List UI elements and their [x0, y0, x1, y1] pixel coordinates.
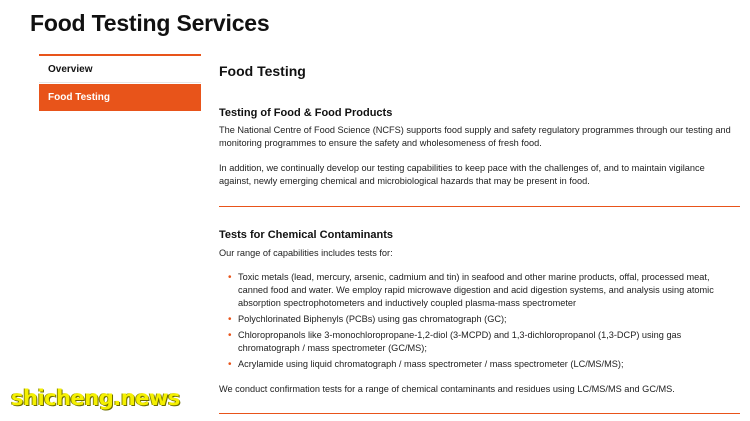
section2-closing: We conduct confirmation tests for a range of chemical contaminants and residues using LC/MS/MS and GC/MS. — [219, 384, 675, 394]
section2-heading: Tests for Chemical Contaminants — [219, 229, 393, 241]
watermark-logo: shicheng.news — [11, 386, 180, 410]
list-item — [219, 313, 740, 326]
list-item-text: Toxic metals (lead, mercury, arsenic, cadmium and tin) in seafood and other marine products, offal, processed meat, canned food and water. We employ rapid microwave digestion and acid digestion systems, and analysis using atomic absorption spectrophotometers and inductively coupled plasma-mass spectrometer — [238, 272, 714, 308]
section1-paragraph-1: The National Centre of Food Science (NCFS) supports food supply and safety regulatory programmes through our testing and monitoring programmes to ensure the safety and wholesomeness of fresh food. — [219, 125, 731, 148]
section-divider — [219, 206, 740, 207]
list-item-text: Chloropropanols like 3-monochloropropane-1,2-diol (3-MCPD) and 1,3-dichloropropanol (1,3-DCP) using gas chromatograph / mass spectrometer (GC/MS); — [238, 330, 682, 353]
list-item-text: Polychlorinated Biphenyls (PCBs) using gas chromatograph (GC); — [238, 314, 507, 324]
section-divider-bottom — [219, 413, 740, 414]
bullet-icon: • — [228, 314, 232, 325]
sidebar-item-food-testing[interactable]: Food Testing — [39, 84, 201, 111]
list-item — [219, 329, 740, 355]
list-item-text: Acrylamide using liquid chromatograph / mass spectrometer / mass spectrometer (LC/MS/MS); — [238, 359, 624, 369]
section1-heading: Testing of Food & Food Products — [219, 107, 393, 119]
section-title: Food Testing — [219, 63, 306, 79]
bullet-icon: • — [228, 272, 232, 283]
bullet-icon: • — [228, 359, 232, 370]
bullet-icon: • — [228, 330, 232, 341]
list-item — [219, 271, 740, 310]
sidebar-nav — [39, 54, 201, 111]
sidebar-item-overview[interactable]: Overview — [39, 56, 201, 83]
contaminant-test-list — [219, 271, 740, 374]
section1-paragraph-2: In addition, we continually develop our testing capabilities to keep pace with the challenges of, and to maintain vigilance against, newly emerging chemical and microbiological hazards that may be present in food. — [219, 163, 705, 186]
page-title: Food Testing Services — [30, 10, 270, 36]
list-item — [219, 358, 740, 371]
section2-intro: Our range of capabilities includes tests for: — [219, 248, 393, 258]
